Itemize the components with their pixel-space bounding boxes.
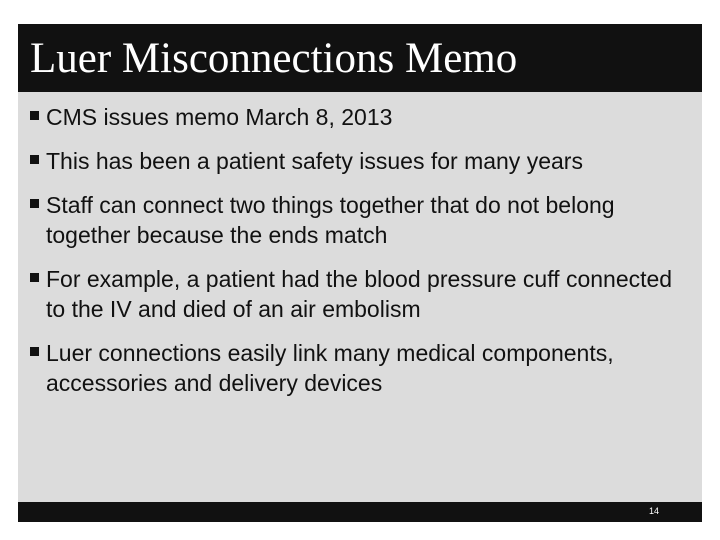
square-bullet-icon xyxy=(30,347,39,356)
square-bullet-icon xyxy=(30,155,39,164)
bullet-text: Staff can connect two things together that do not belong together because the ends match xyxy=(46,192,615,248)
bullet-text: For example, a patient had the blood pressure cuff connected to the IV and died of an air embolism xyxy=(46,266,673,322)
footer-bar xyxy=(18,502,702,522)
bullet-text: This has been a patient safety issues for many years xyxy=(46,148,583,174)
bullet-item xyxy=(30,190,690,250)
bullet-item xyxy=(30,102,690,132)
bullet-list xyxy=(30,102,690,412)
bullet-item xyxy=(30,264,690,324)
square-bullet-icon xyxy=(30,199,39,208)
slide-title: Luer Misconnections Memo xyxy=(30,35,518,82)
page-number: 14 xyxy=(648,506,659,516)
bullet-text: Luer connections easily link many medical components, accessories and delivery devices xyxy=(46,340,614,396)
square-bullet-icon xyxy=(30,273,39,282)
bullet-text: CMS issues memo March 8, 2013 xyxy=(46,104,393,130)
bullet-item xyxy=(30,338,690,398)
square-bullet-icon xyxy=(30,111,39,120)
bullet-item xyxy=(30,146,690,176)
